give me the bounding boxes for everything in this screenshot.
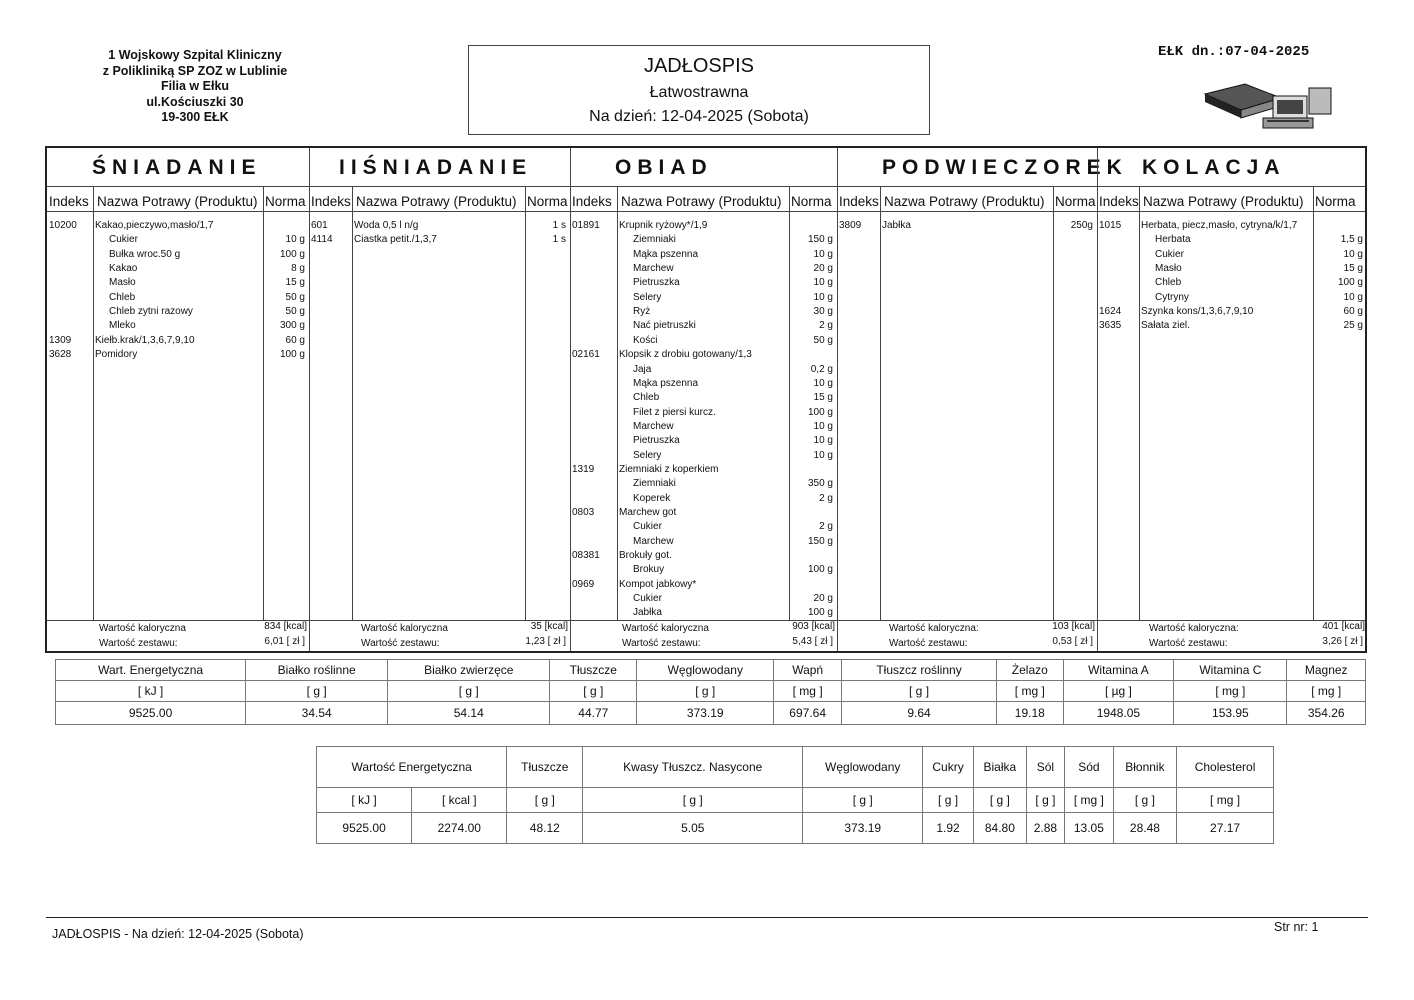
row-norm: 60 g bbox=[285, 334, 305, 346]
nutrient-header: Węglowodany bbox=[637, 660, 774, 681]
index-header: Indeks bbox=[311, 194, 351, 209]
row-name: Ryż bbox=[633, 306, 651, 318]
row-index: 02161 bbox=[572, 349, 600, 361]
row-norm: 150 g bbox=[807, 234, 833, 246]
header-divider bbox=[47, 186, 1365, 187]
row-name: Chleb bbox=[633, 392, 660, 404]
nutrient-header: Magnez bbox=[1287, 660, 1366, 681]
index-divider bbox=[352, 186, 353, 620]
row-norm: 50 g bbox=[285, 291, 305, 303]
row-name: Bułka wroc.50 g bbox=[109, 248, 181, 260]
nutrient-value: 373.19 bbox=[637, 702, 774, 725]
norm-header: Norma bbox=[1055, 194, 1096, 209]
row-norm: 50 g bbox=[813, 334, 833, 346]
row-name: Marchew bbox=[633, 535, 674, 547]
menu-title-box bbox=[468, 45, 930, 135]
index-divider bbox=[93, 186, 94, 620]
kcal-value: 103 [kcal] bbox=[1052, 621, 1095, 632]
row-name: Jabłka bbox=[882, 220, 911, 231]
kcal-label: Wartość kaloryczna: bbox=[889, 623, 979, 634]
index-header: Indeks bbox=[572, 194, 612, 209]
row-norm: 250g bbox=[1070, 220, 1093, 231]
row-index: 1015 bbox=[1099, 220, 1122, 231]
nutrient-value: 28.48 bbox=[1113, 813, 1176, 844]
name-header: Nazwa Potrawy (Produktu) bbox=[884, 194, 1045, 209]
nutrient-header: Tłuszcze bbox=[550, 660, 637, 681]
row-norm: 2 g bbox=[819, 320, 833, 332]
meals-table bbox=[45, 146, 1367, 653]
row-name: Kiełb.krak/1,3,6,7,9,10 bbox=[95, 334, 195, 346]
row-name: Woda 0,5 l n/g bbox=[354, 220, 419, 231]
nutrient-unit: [ g ] bbox=[923, 788, 974, 813]
nutrient-header: Tłuszcz roślinny bbox=[842, 660, 997, 681]
nutrient-unit: [ mg ] bbox=[1177, 788, 1274, 813]
row-name: Pomidory bbox=[95, 349, 138, 361]
meal-title: PODWIECZOREK bbox=[882, 156, 1128, 179]
row-name: Szynka kons/1,3,6,7,9,10 bbox=[1141, 306, 1254, 318]
hospital-address: 1 Wojskowy Szpital Kliniczny z Polikliniką SP ZOZ w Lublinie Filia w Ełku ul.Kościuszki 30 19-300 EŁK bbox=[102, 48, 288, 124]
nutrient-header: Cholesterol bbox=[1177, 747, 1274, 788]
nutrient-header: Sól bbox=[1026, 747, 1064, 788]
menu-date: Na dzień: 12-04-2025 (Sobota) bbox=[589, 108, 809, 125]
meal-title: OBIAD bbox=[615, 156, 713, 179]
nutrient-unit: [ mg ] bbox=[1287, 681, 1366, 702]
norm-divider bbox=[1053, 186, 1054, 620]
cost-label: Wartość zestawu: bbox=[889, 638, 968, 649]
nutrient-unit: [ g ] bbox=[973, 788, 1026, 813]
nutrient-header: Tłuszcze bbox=[507, 747, 583, 788]
row-name: Cukier bbox=[1155, 248, 1184, 260]
row-norm: 25 g bbox=[1343, 320, 1363, 332]
row-name: Pietruszka bbox=[633, 277, 680, 289]
nutrient-header: Węglowodany bbox=[803, 747, 923, 788]
norm-header: Norma bbox=[791, 194, 832, 209]
row-name: Chleb zytni razowy bbox=[109, 306, 193, 318]
nutrient-value: 9525.00 bbox=[56, 702, 246, 725]
row-name: Krupnik ryżowy*/1,9 bbox=[619, 220, 708, 231]
row-name: Masło bbox=[109, 277, 136, 289]
row-name: Kakao,pieczywo,masło/1,7 bbox=[95, 220, 214, 231]
kcal-value: 903 [kcal] bbox=[792, 621, 835, 632]
nutrients-table-1 bbox=[55, 659, 1366, 725]
row-norm: 100 g bbox=[279, 248, 305, 260]
footer-divider bbox=[46, 917, 1368, 918]
nutrient-unit: [ g ] bbox=[1026, 788, 1064, 813]
row-norm: 1 s bbox=[552, 234, 566, 246]
row-name: Chleb bbox=[1155, 277, 1182, 289]
nutrient-value: 19.18 bbox=[997, 702, 1063, 725]
row-norm: 1 s bbox=[552, 220, 566, 231]
index-divider bbox=[617, 186, 618, 620]
index-divider bbox=[880, 186, 881, 620]
row-norm: 100 g bbox=[807, 564, 833, 576]
nutrient-unit: [ kcal ] bbox=[412, 788, 507, 813]
nutrients-table-2 bbox=[316, 746, 1274, 844]
nutrient-header: Żelazo bbox=[997, 660, 1063, 681]
nutrient-unit: [ g ] bbox=[637, 681, 774, 702]
nutrient-value: 354.26 bbox=[1287, 702, 1366, 725]
nutrient-unit: [ mg ] bbox=[1174, 681, 1287, 702]
nutrient-header: Błonnik bbox=[1113, 747, 1176, 788]
cost-label: Wartość zestawu: bbox=[622, 638, 701, 649]
nutrient-unit: [ kJ ] bbox=[317, 788, 412, 813]
nutrient-value: 54.14 bbox=[388, 702, 550, 725]
row-name: Marchew got bbox=[619, 507, 677, 518]
nutrient-value: 1948.05 bbox=[1063, 702, 1174, 725]
index-divider bbox=[1139, 186, 1140, 620]
name-header: Nazwa Potrawy (Produktu) bbox=[97, 194, 258, 209]
row-norm: 8 g bbox=[291, 263, 305, 275]
nutrient-unit: [ g ] bbox=[550, 681, 637, 702]
nutrient-header: Białko roślinne bbox=[246, 660, 388, 681]
row-name: Pietruszka bbox=[633, 435, 680, 447]
place-date: EŁK dn.:07-04-2025 bbox=[1158, 44, 1310, 60]
nutrient-value: 697.64 bbox=[774, 702, 842, 725]
cost-label: Wartość zestawu: bbox=[99, 638, 178, 649]
norm-header: Norma bbox=[1315, 194, 1356, 209]
meal-divider bbox=[1097, 148, 1098, 651]
kcal-value: 834 [kcal] bbox=[264, 621, 307, 632]
row-norm: 10 g bbox=[813, 449, 833, 461]
nutrient-header: Kwasy Tłuszcz. Nasycone bbox=[583, 747, 803, 788]
nutrient-value: 48.12 bbox=[507, 813, 583, 844]
menu-title: JADŁOSPIS bbox=[643, 55, 755, 77]
nutrient-value: 1.92 bbox=[923, 813, 974, 844]
nutrient-header: Wapń bbox=[774, 660, 842, 681]
nutrient-value: 2274.00 bbox=[412, 813, 507, 844]
row-norm: 100 g bbox=[807, 607, 833, 619]
nutrient-value: 84.80 bbox=[973, 813, 1026, 844]
row-norm: 20 g bbox=[813, 593, 833, 605]
name-header: Nazwa Potrawy (Produktu) bbox=[1143, 194, 1304, 209]
cost-value: 1,23 [ zł ] bbox=[525, 636, 566, 647]
row-index: 1624 bbox=[1099, 306, 1122, 318]
row-name: Nać pietruszki bbox=[633, 320, 696, 332]
energy-header: Wartość Energetyczna bbox=[317, 747, 507, 788]
nutrient-value: 373.19 bbox=[803, 813, 923, 844]
row-name: Sałata ziel. bbox=[1141, 320, 1190, 332]
nutrient-value: 5.05 bbox=[583, 813, 803, 844]
row-norm: 10 g bbox=[1343, 248, 1363, 260]
kcal-label: Wartość kaloryczna bbox=[361, 623, 448, 634]
meal-divider bbox=[837, 148, 838, 651]
row-name: Cukier bbox=[109, 234, 138, 246]
meal-title: ŚNIADANIE bbox=[92, 156, 262, 179]
nutrient-header: Białko zwierzęce bbox=[388, 660, 550, 681]
row-name: Masło bbox=[1155, 263, 1182, 275]
nutrient-value: 34.54 bbox=[246, 702, 388, 725]
row-index: 1309 bbox=[49, 334, 72, 346]
row-norm: 10 g bbox=[285, 234, 305, 246]
index-header: Indeks bbox=[1099, 194, 1139, 209]
row-index: 3809 bbox=[839, 220, 862, 231]
row-index: 0803 bbox=[572, 507, 595, 518]
row-name: Kości bbox=[633, 334, 658, 346]
norm-header: Norma bbox=[527, 194, 568, 209]
kcal-label: Wartość kaloryczna bbox=[622, 623, 709, 634]
nutrient-value: 13.05 bbox=[1065, 813, 1114, 844]
row-norm: 300 g bbox=[279, 320, 305, 332]
nutrient-unit: [ g ] bbox=[842, 681, 997, 702]
row-name: Cukier bbox=[633, 521, 662, 533]
cost-value: 6,01 [ zł ] bbox=[264, 636, 305, 647]
row-norm: 15 g bbox=[813, 392, 833, 404]
row-norm: 10 g bbox=[813, 377, 833, 389]
nutrient-value: 27.17 bbox=[1177, 813, 1274, 844]
meal-title: KOLACJA bbox=[1142, 156, 1286, 179]
diet-name: Łatwostrawna bbox=[649, 84, 749, 101]
nutrient-unit: [ g ] bbox=[246, 681, 388, 702]
row-norm: 50 g bbox=[285, 306, 305, 318]
row-index: 0969 bbox=[572, 578, 595, 590]
meal-divider bbox=[309, 148, 310, 651]
row-name: Kakao bbox=[109, 263, 138, 275]
row-index: 08381 bbox=[572, 550, 600, 562]
nutrient-header: Cukry bbox=[923, 747, 974, 788]
row-index: 3635 bbox=[1099, 320, 1122, 332]
nutrient-header: Witamina A bbox=[1063, 660, 1174, 681]
nutrient-unit: [ mg ] bbox=[1065, 788, 1114, 813]
name-header: Nazwa Potrawy (Produktu) bbox=[621, 194, 782, 209]
row-norm: 100 g bbox=[1337, 277, 1363, 289]
nutrient-value: 153.95 bbox=[1174, 702, 1287, 725]
row-index: 601 bbox=[311, 220, 328, 231]
row-norm: 10 g bbox=[813, 277, 833, 289]
index-header: Indeks bbox=[49, 194, 89, 209]
row-norm: 10 g bbox=[1343, 291, 1363, 303]
footer-text: JADŁOSPIS - Na dzień: 12-04-2025 (Sobota) bbox=[52, 927, 304, 941]
row-norm: 15 g bbox=[1343, 263, 1363, 275]
row-name: Herbata, piecz,masło, cytryna/k/1,7 bbox=[1141, 220, 1298, 231]
nutrient-unit: [ g ] bbox=[583, 788, 803, 813]
row-norm: 350 g bbox=[807, 478, 833, 490]
meal-title: IIŚNIADANIE bbox=[339, 156, 533, 179]
nutrient-unit: [ mg ] bbox=[997, 681, 1063, 702]
row-name: Kompot jabkowy* bbox=[619, 578, 697, 590]
name-header: Nazwa Potrawy (Produktu) bbox=[356, 194, 517, 209]
row-name: Ciastka petit./1,3,7 bbox=[354, 234, 437, 246]
row-name: Chleb bbox=[109, 291, 136, 303]
row-norm: 30 g bbox=[813, 306, 833, 318]
nutrient-header: Wart. Energetyczna bbox=[56, 660, 246, 681]
row-norm: 15 g bbox=[285, 277, 305, 289]
kcal-value: 401 [kcal] bbox=[1322, 621, 1365, 632]
row-name: Mąka pszenna bbox=[633, 248, 699, 260]
row-norm: 10 g bbox=[813, 435, 833, 447]
row-name: Filet z piersi kurcz. bbox=[633, 406, 716, 418]
row-name: Cukier bbox=[633, 593, 662, 605]
row-name: Klopsik z drobiu gotowany/1,3 bbox=[619, 349, 752, 361]
row-name: Ziemniaki bbox=[633, 234, 676, 246]
row-norm: 100 g bbox=[279, 349, 305, 361]
row-norm: 2 g bbox=[819, 521, 833, 533]
nutrient-unit: [ µg ] bbox=[1063, 681, 1174, 702]
cost-value: 5,43 [ zł ] bbox=[792, 636, 833, 647]
row-name: Jaja bbox=[633, 363, 652, 375]
cost-label: Wartość zestawu: bbox=[361, 638, 440, 649]
row-name: Ziemniaki z koperkiem bbox=[619, 463, 719, 475]
row-name: Herbata bbox=[1155, 234, 1191, 246]
row-norm: 1,5 g bbox=[1340, 234, 1363, 246]
row-norm: 10 g bbox=[813, 420, 833, 432]
norm-header: Norma bbox=[265, 194, 306, 209]
row-name: Mąka pszenna bbox=[633, 377, 699, 389]
row-name: Mleko bbox=[109, 320, 136, 332]
kcal-label: Wartość kaloryczna: bbox=[1149, 623, 1239, 634]
row-name: Marchew bbox=[633, 420, 674, 432]
cost-value: 0,53 [ zł ] bbox=[1052, 636, 1093, 647]
row-index: 4114 bbox=[311, 234, 333, 246]
index-header: Indeks bbox=[839, 194, 879, 209]
row-norm: 60 g bbox=[1343, 306, 1363, 318]
row-norm: 2 g bbox=[819, 492, 833, 504]
row-index: 3628 bbox=[49, 349, 72, 361]
row-name: Koperek bbox=[633, 492, 671, 504]
row-name: Brokuły got. bbox=[619, 550, 672, 562]
book-computer-icon bbox=[1203, 74, 1339, 134]
row-norm: 10 g bbox=[813, 248, 833, 260]
nutrient-value: 9525.00 bbox=[317, 813, 412, 844]
row-norm: 0,2 g bbox=[810, 363, 833, 375]
kcal-label: Wartość kaloryczna bbox=[99, 623, 186, 634]
nutrient-unit: [ g ] bbox=[803, 788, 923, 813]
row-norm: 20 g bbox=[813, 263, 833, 275]
row-norm: 10 g bbox=[813, 291, 833, 303]
nutrient-header: Witamina C bbox=[1174, 660, 1287, 681]
row-name: Ziemniaki bbox=[633, 478, 676, 490]
row-index: 10200 bbox=[49, 220, 77, 231]
row-name: Cytryny bbox=[1155, 291, 1189, 303]
nutrient-unit: [ g ] bbox=[388, 681, 550, 702]
nutrient-unit: [ kJ ] bbox=[56, 681, 246, 702]
meal-divider bbox=[570, 148, 571, 651]
nutrient-header: Sód bbox=[1065, 747, 1114, 788]
nutrient-value: 9.64 bbox=[842, 702, 997, 725]
row-index: 01891 bbox=[572, 220, 600, 231]
row-index: 1319 bbox=[572, 463, 595, 475]
cost-label: Wartość zestawu: bbox=[1149, 638, 1228, 649]
kcal-value: 35 [kcal] bbox=[530, 621, 568, 632]
row-norm: 100 g bbox=[807, 406, 833, 418]
nutrient-value: 44.77 bbox=[550, 702, 637, 725]
norm-divider bbox=[525, 186, 526, 620]
nutrient-unit: [ mg ] bbox=[774, 681, 842, 702]
row-name: Jabłka bbox=[633, 607, 662, 619]
row-norm: 150 g bbox=[807, 535, 833, 547]
nutrient-unit: [ g ] bbox=[1113, 788, 1176, 813]
page-number: Str nr: 1 bbox=[1274, 920, 1319, 934]
nutrient-header: Białka bbox=[973, 747, 1026, 788]
nutrient-unit: [ g ] bbox=[507, 788, 583, 813]
nutrient-value: 2.88 bbox=[1026, 813, 1064, 844]
cost-value: 3,26 [ zł ] bbox=[1322, 636, 1363, 647]
subheader-divider bbox=[47, 211, 1365, 212]
row-name: Selery bbox=[633, 291, 662, 303]
row-name: Marchew bbox=[633, 263, 674, 275]
row-name: Brokuy bbox=[633, 564, 665, 576]
row-name: Selery bbox=[633, 449, 662, 461]
